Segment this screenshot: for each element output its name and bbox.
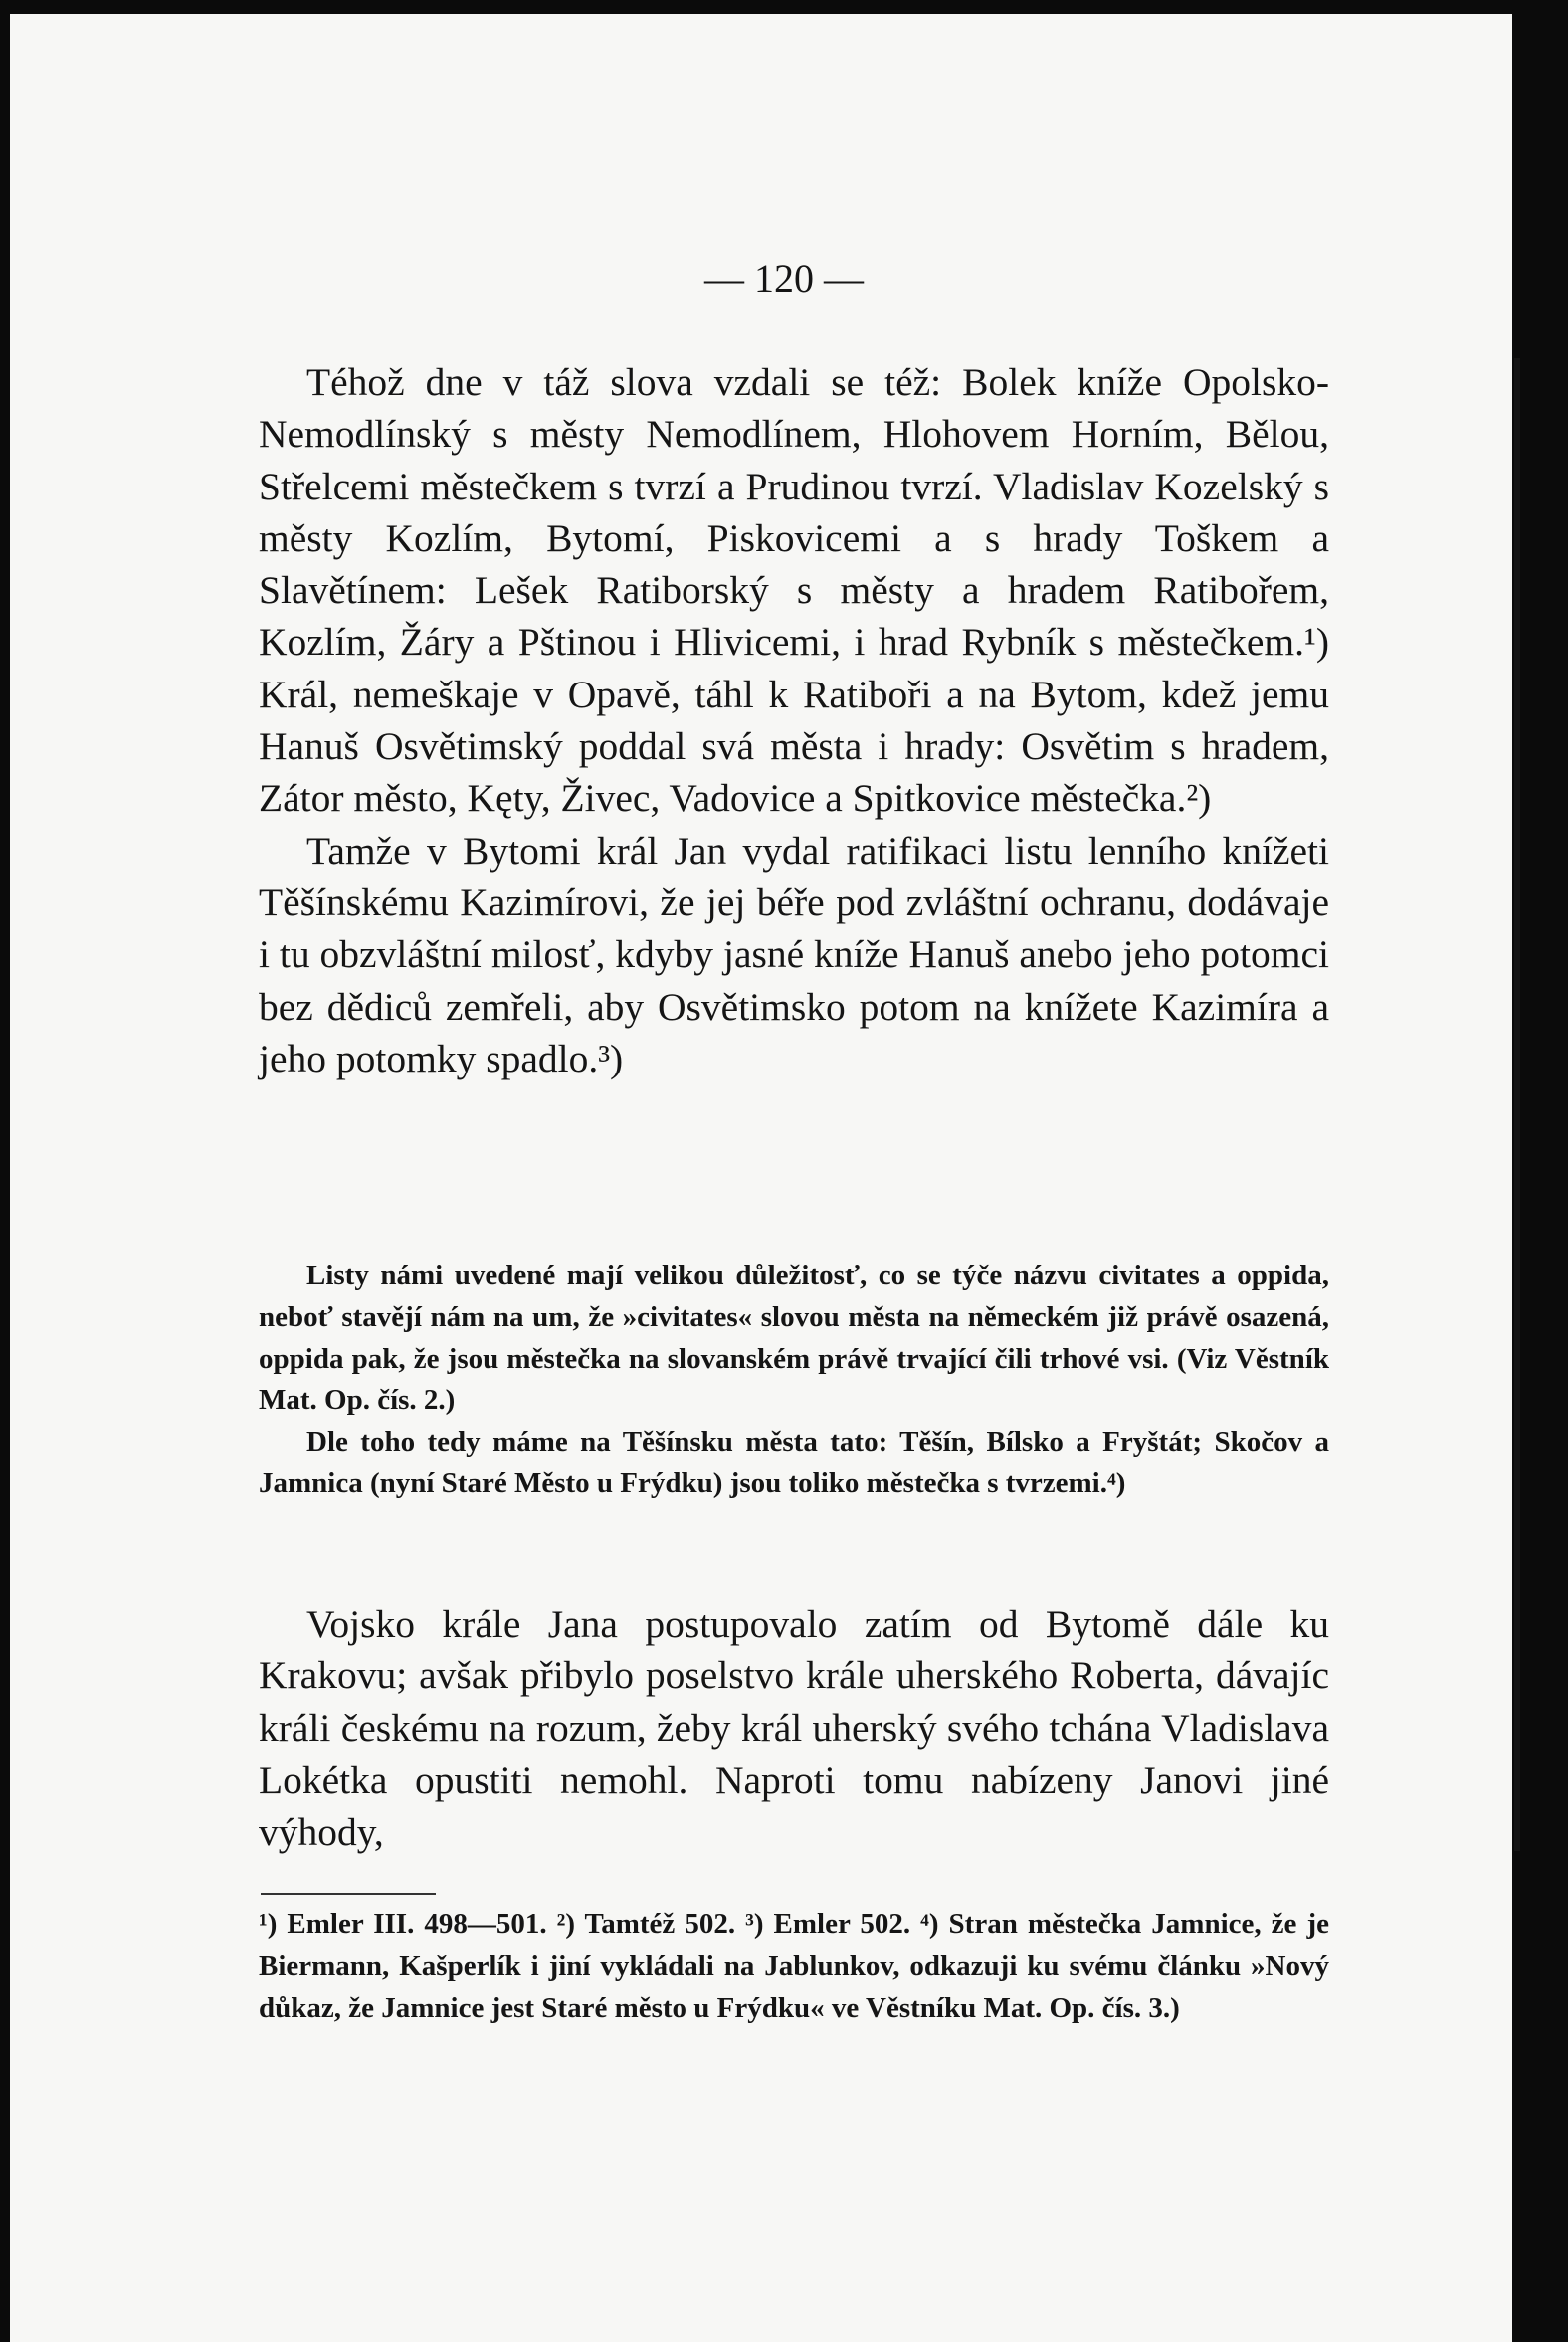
footnote-separator: [261, 1893, 436, 1895]
scan-border-right: [1512, 0, 1568, 2342]
small-paragraph: Listy námi uvedené mají velikou důležitosť, co se týče názvu civitates a oppida, neboť stavějí nám na um, že »civitates« slovou města na německém již právě osazená, oppida pak, že jsou městečka na slovanském právě trvající čili trhové vsi. (Viz Věstník Mat. Op. čís. 2.): [259, 1260, 1329, 1417]
paragraph: Téhož dne v táž slova vzdali se též: Bolek kníže Opolsko-Nemodlínský s městy Nemodlínem, Hlohovem Horním, Bělou, Střelcemi městečkem s tvrzí a Prudinou tvrzí. Vladislav Kozelský s městy Kozlím, Bytomí, Piskovicemi a s hrady Toškem a Slavětínem: Lešek Ratiborský s městy a hradem Ratibořem, Kozlím, Žáry a Pštinou i Hlivicemi, i hrad Rybník s městečkem.¹) Král, nemeškaje v Opavě, táhl k Ratiboři a na Bytom, kdež jemu Hanuš Osvětimský poddal svá města i hrady: Osvětim s hradem, Zátor město, Kęty, Živec, Vadovice a Spitkovice městečka.²): [259, 360, 1329, 821]
page-number: — 120 —: [704, 256, 864, 300]
small-print-block: [259, 1256, 1329, 1505]
footnote-text: ¹) Emler III. 498—501. ²) Tamtéž 502. ³) Emler 502. ⁴) Stran městečka Jamnice, že je Biermann, Kašperlík i jiní vykládali na Jablunkov, odkazuji ku svému článku »Nový důkaz, že Jamnice jest Staré město u Frýdku« ve Věstníku Mat. Op. čís. 3.): [259, 1908, 1329, 2024]
paragraph: Vojsko krále Jana postupovalo zatím od Bytomě dále ku Krakovu; avšak přibylo poselstvo krále uherského Roberta, dávajíc králi českému na rozum, žeby král uherský svého tchána Vladislava Lokétka opustiti nemohl. Naproti tomu nabízeny Janovi jiné výhody,: [259, 1602, 1329, 1854]
main-text-block-1: [259, 356, 1329, 1084]
scan-edge-mark: [1514, 358, 1520, 1851]
small-paragraph: Dle toho tedy máme na Těšínsku města tato: Těšín, Bílsko a Fryštát; Skočov a Jamnica (nyní Staré Město u Frýdku) jsou toliko městečka s tvrzemi.⁴): [259, 1426, 1329, 1499]
paragraph: Tamže v Bytomi král Jan vydal ratifikaci listu lenního knížeti Těšínskému Kazimírovi, že jej béře pod zvláštní ochranu, dodávaje i tu obzvláštní milosť, kdyby jasné kníže Hanuš anebo jeho potomci bez dědiců zemřeli, aby Osvětimsko potom na knížete Kazimíra a jeho potomky spadlo.³): [259, 828, 1329, 1080]
footnotes: [259, 1904, 1329, 2029]
main-text-block-2: [259, 1598, 1329, 1857]
